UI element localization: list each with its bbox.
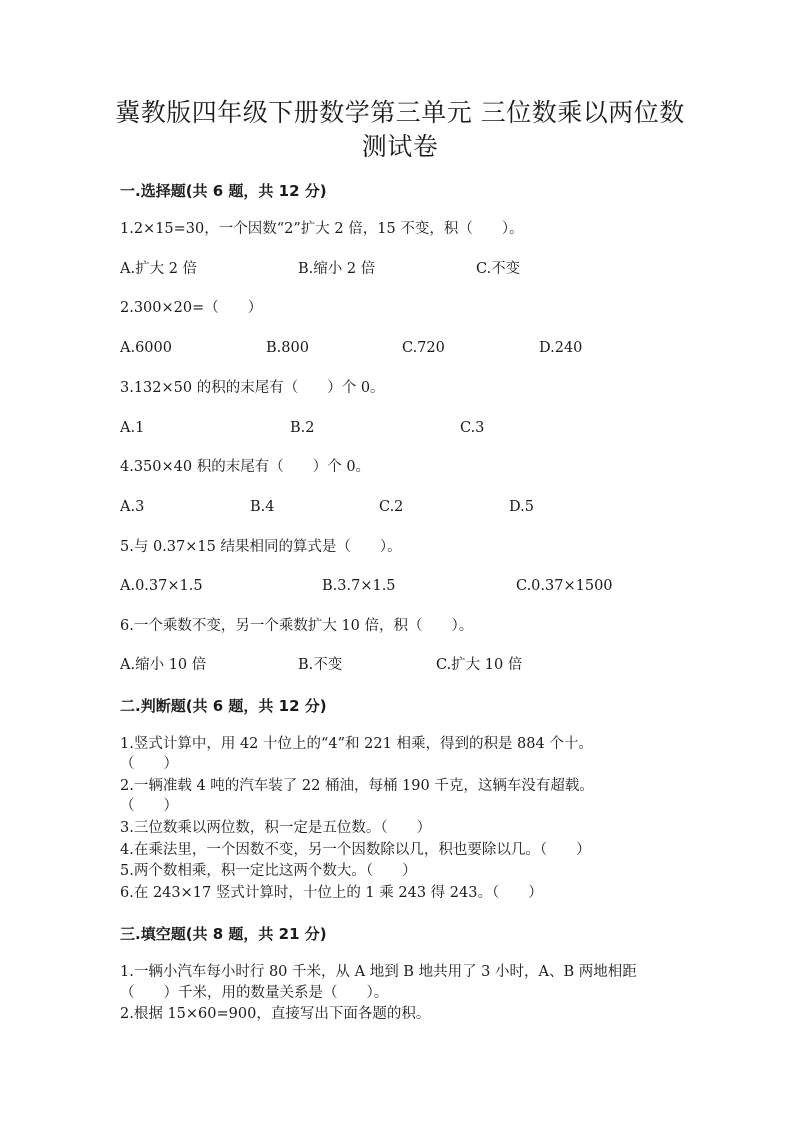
judgment-1-blank: （ ）: [120, 756, 178, 772]
option-2d: D.240: [539, 340, 583, 356]
option-4d: D.5: [509, 499, 534, 515]
option-3c: C.3: [460, 420, 485, 436]
question-4: 4.350×40 积的末尾有（ ）个 0。: [120, 459, 371, 475]
section-heading-judgment: 二.判断题(共 6 题，共 12 分): [120, 697, 327, 715]
question-5: 5.与 0.37×15 结果相同的算式是（ ）。: [120, 539, 402, 555]
judgment-1: 1.竖式计算中，用 42 十位上的“4”和 221 相乘，得到的积是 884 个十。: [120, 736, 593, 752]
option-4c: C.2: [379, 499, 404, 515]
option-2c: C.720: [402, 340, 445, 356]
judgment-6: 6.在 243×17 竖式计算时，十位上的 1 乘 243 得 243。（ ）: [120, 885, 543, 901]
option-1b: B.缩小 2 倍: [298, 261, 376, 277]
option-4a: A.3: [120, 499, 145, 515]
option-5b: B.3.7×1.5: [322, 578, 396, 594]
option-6a: A.缩小 10 倍: [120, 657, 207, 673]
exam-title-line2: 测试卷: [361, 132, 439, 161]
option-6c: C.扩大 10 倍: [436, 657, 523, 673]
fill-1-line1: 1.一辆小汽车每小时行 80 千米，从 A 地到 B 地共用了 3 小时，A、B 两地相距: [120, 964, 637, 980]
exam-title-line1: 冀教版四年级下册数学第三单元 三位数乘以两位数: [115, 98, 685, 127]
option-1c: C.不变: [476, 261, 521, 277]
option-3b: B.2: [290, 420, 315, 436]
judgment-2: 2.一辆准载 4 吨的汽车装了 22 桶油，每桶 190 千克，这辆车没有超载。: [120, 778, 594, 794]
question-2: 2.300×20=（ ）: [120, 300, 263, 316]
section-heading-choice: 一.选择题(共 6 题，共 12 分): [120, 182, 327, 200]
fill-1-line2: （ ）千米，用的数量关系是（ ）。: [120, 985, 389, 1001]
question-3: 3.132×50 的积的末尾有（ ）个 0。: [120, 380, 385, 396]
section-heading-fill: 三.填空题(共 8 题，共 21 分): [120, 925, 327, 943]
judgment-2-blank: （ ）: [120, 798, 178, 814]
judgment-5: 5.两个数相乘，积一定比这两个数大。（ ）: [120, 863, 417, 879]
option-6b: B.不变: [298, 657, 343, 673]
question-1: 1.2×15=30，一个因数“2”扩大 2 倍，15 不变，积（ ）。: [120, 221, 524, 237]
option-5c: C.0.37×1500: [516, 578, 613, 594]
fill-2: 2.根据 15×60=900，直接写出下面各题的积。: [120, 1006, 431, 1022]
option-3a: A.1: [120, 420, 145, 436]
option-2b: B.800: [266, 340, 309, 356]
question-6: 6.一个乘数不变，另一个乘数扩大 10 倍，积（ ）。: [120, 618, 474, 634]
judgment-4: 4.在乘法里，一个因数不变，另一个因数除以几，积也要除以几。（ ）: [120, 842, 591, 858]
judgment-3: 3.三位数乘以两位数，积一定是五位数。（ ）: [120, 820, 432, 836]
option-4b: B.4: [250, 499, 275, 515]
option-1a: A.扩大 2 倍: [120, 261, 198, 277]
option-2a: A.6000: [120, 340, 172, 356]
option-5a: A.0.37×1.5: [120, 578, 203, 594]
